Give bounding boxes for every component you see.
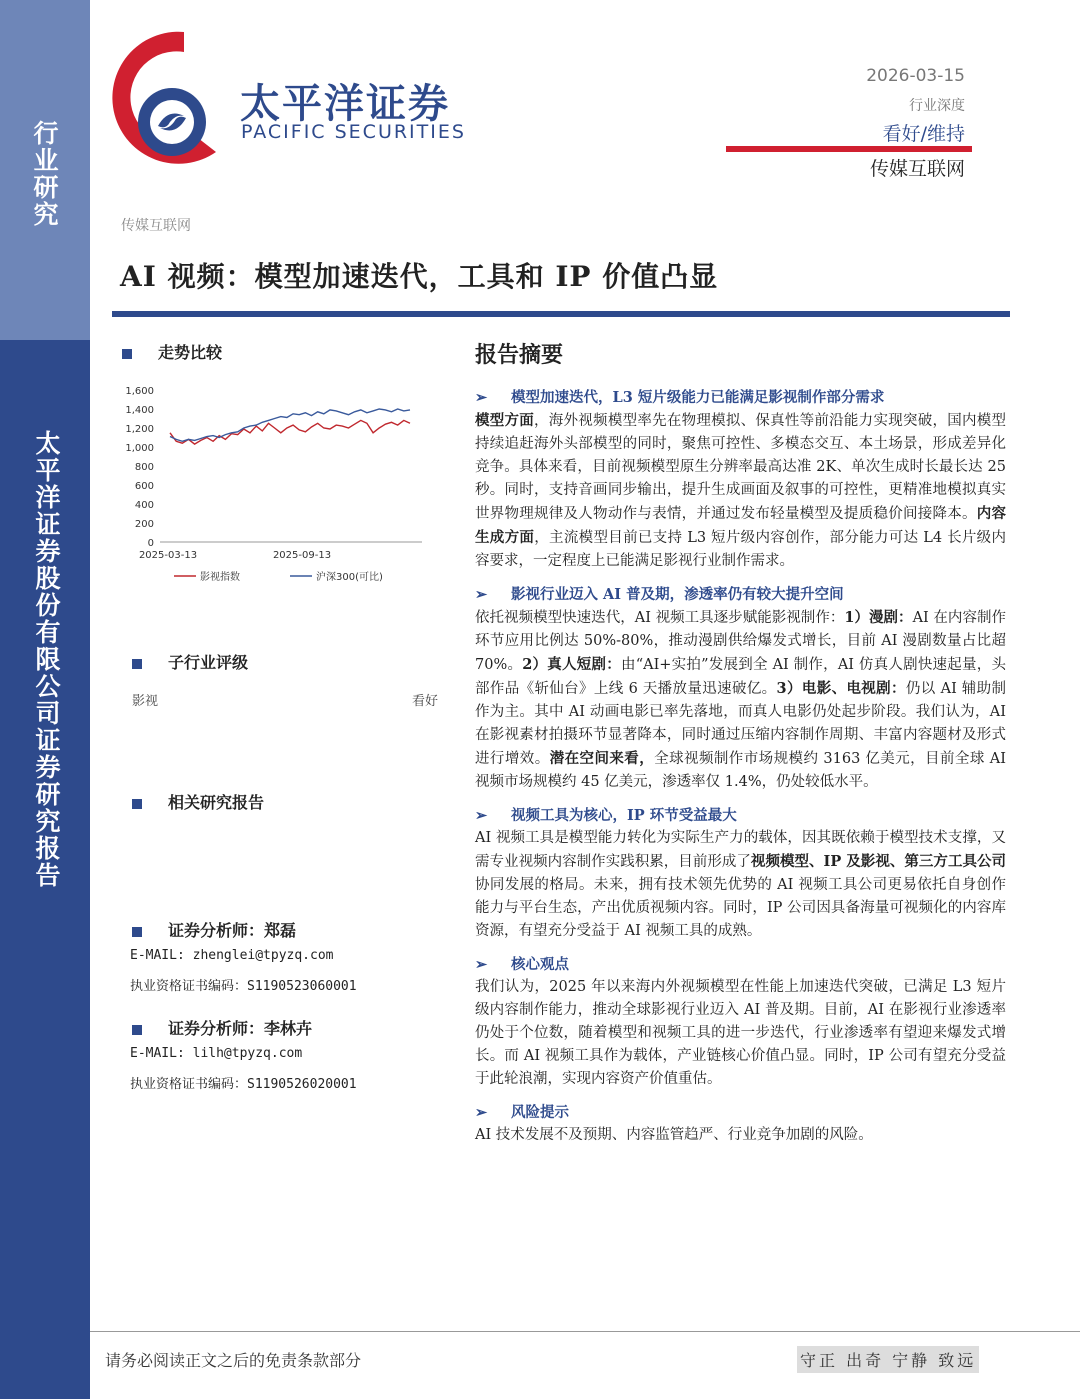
title-divider — [112, 311, 1010, 317]
y-tick-label: 1,600 — [125, 386, 154, 397]
analyst-2-heading: 证券分析师：李林卉 — [132, 1016, 312, 1039]
x-tick-label: 2025-09-13 — [272, 550, 332, 561]
footer-disclaimer: 请务必阅读正文之后的免责条款部分 — [105, 1351, 362, 1370]
y-tick-label: 0 — [147, 538, 154, 549]
section-1-text: 模型方面，海外视频模型率先在物理模拟、保真性等前沿能力实现突破，国内模型持续追赶海外头部模型的同时，聚焦可控性、多模态交互、本土场景，形成差异化竞争。具体来看，目前视频模型原生分辨率最高达准 2K、单次生成时长最长达 25 秒。同时，支持音画同步输出，提升生成画面及叙事的可控性，更精准地模拟真实世界物理规律及人物动作与表情，并通过发布轻量模型及提质稳价间接降本。内容生成方面，主流模型目前已支持 L3 短片级内容创作，部分能力可达 L4 长片级内容要求，一定程度上已能满足影视行业制作需求。 — [475, 412, 1007, 569]
brand-name-cn: 太平洋证券 — [240, 81, 450, 127]
section-4-heading: ➢ 核心观点 — [475, 953, 1006, 976]
sidebar-category: 行业研究 — [30, 120, 59, 228]
summary-heading: 报告摘要 — [475, 342, 564, 368]
trend-chart — [112, 378, 442, 588]
brand-name-en: PACIFIC SECURITIES — [241, 121, 466, 143]
sidebar — [0, 0, 90, 1399]
series-line-1 — [170, 420, 410, 444]
industry-label: 传媒互联网 — [121, 218, 191, 234]
section-2-heading: ➢ 影视行业迈入 AI 普及期，渗透率仍有较大提升空间 — [475, 583, 1006, 606]
y-tick-label: 1,200 — [125, 424, 154, 435]
footer-motto: 守正 出奇 宁静 致远 — [797, 1346, 979, 1373]
summary-body — [475, 380, 1006, 1157]
report-type: 行业深度 — [909, 98, 965, 114]
bullet-square-icon — [132, 799, 142, 809]
section-3-text: AI 视频工具是模型能力转化为实际生产力的载体，因其既依赖于模型技术支撑，又需专业视频内容制作实践积累，目前形成了视频模型、IP 及影视、第三方工具公司协同发展的格局。未来，拥有技术领先优势的 AI 视频工具公司更易依托自身创作能力与平台生态，产出优质视频内容。同时，IP 公司因具备海量可视频化的内容库资源，有望充分受益于 AI 视频工具的成熟。 — [475, 830, 1007, 939]
analyst-1-cert: 执业资格证书编码：S1190523060001 — [130, 979, 357, 994]
y-tick-label: 200 — [134, 519, 154, 530]
section-4-text: 我们认为，2025 年以来海内外视频模型在性能上加速迭代突破，已满足 L3 短片级内容制作能力，推动全球影视行业迈入 AI 普及期。目前，AI 在影视行业渗透率仍处于个位数，随着模型和视频工具的进一步迭代，行业渗透率有望迎来爆发式增长。而 AI 视频工具作为载体，产业链核心价值凸显。同时，IP 公司有望充分受益于此轮浪潮，实现内容资产价值重估。 — [475, 979, 1006, 1087]
analyst-2-email[interactable]: E-MAIL: lilh@tpyzq.com — [130, 1046, 303, 1061]
arrow-icon: ➢ — [475, 586, 488, 603]
y-tick-label: 600 — [134, 481, 154, 492]
sidebar-company: 太平洋证券股份有限公司证券研究报告 — [32, 430, 61, 889]
accent-line — [726, 146, 972, 152]
y-tick-label: 1,000 — [125, 443, 154, 454]
arrow-icon: ➢ — [475, 1104, 488, 1121]
analyst-2-cert: 执业资格证书编码：S1190526020001 — [130, 1077, 357, 1092]
analyst-1-email[interactable]: E-MAIL: zhenglei@tpyzq.com — [130, 948, 334, 963]
trend-heading: 走势比较 — [122, 340, 222, 363]
legend-label: 影视指数 — [200, 572, 240, 583]
industry-rating: 看好/维持 — [882, 123, 965, 145]
series-line-2 — [170, 409, 410, 441]
arrow-icon: ➢ — [475, 389, 488, 406]
section-3-heading: ➢ 视频工具为核心，IP 环节受益最大 — [475, 804, 1006, 827]
bullet-square-icon — [132, 1025, 142, 1035]
arrow-icon: ➢ — [475, 807, 488, 824]
section-2-text: 依托视频模型快速迭代，AI 视频工具逐步赋能影视制作：1）漫剧：AI 在内容制作环节应用比例达 50%-80%，推动漫剧供给爆发式增长，目前 AI 漫剧数量占比超 70%。2）真人短剧：由“AI+实拍”发展到全 AI 制作，AI 仿真人剧快速起量，头部作品《斩仙台》上线 6 天播放量迅速破亿。3）电影、电视剧：仍以 AI 辅助制作为主。其中 AI 动画电影已率先落地，而真人电影仍处起步阶段。我们认为，AI 在影视素材拍摄环节显著降本，同时通过压缩内容制作周期、丰富内容题材及形式进行增效。潜在空间来看，全球视频制作市场规模约 3163 亿美元，目前全球 AI 视频市场规模约 45 亿美元，渗透率仅 1.4%，仍处较低水平。 — [475, 609, 1007, 790]
sidebar-category-block — [0, 0, 90, 340]
related-heading: 相关研究报告 — [132, 790, 264, 813]
report-date: 2026-03-15 — [866, 66, 965, 86]
bullet-square-icon — [132, 659, 142, 669]
footer-divider — [90, 1331, 1080, 1332]
bullet-square-icon — [132, 927, 142, 937]
analyst-1-heading: 证券分析师：郑磊 — [132, 918, 296, 941]
bullet-square-icon — [122, 349, 132, 359]
y-tick-label: 1,400 — [125, 405, 154, 416]
sub-rating-segment: 影视 — [132, 694, 159, 709]
section-5-text: AI 技术发展不及预期、内容监管趋严、行业竞争加剧的风险。 — [475, 1127, 873, 1143]
y-tick-label: 800 — [134, 462, 154, 473]
arrow-icon: ➢ — [475, 956, 488, 973]
sub-rating-heading: 子行业评级 — [132, 650, 248, 673]
section-1-heading: ➢ 模型加速迭代，L3 短片级能力已能满足影视制作部分需求 — [475, 386, 1006, 409]
sub-rating-value: 看好 — [412, 694, 439, 709]
industry-name: 传媒互联网 — [869, 158, 965, 180]
y-tick-label: 400 — [134, 500, 154, 511]
x-tick-label: 2025-03-13 — [138, 550, 198, 561]
report-title: AI 视频：模型加速迭代，工具和 IP 价值凸显 — [120, 260, 719, 293]
legend-label: 沪深300(可比) — [316, 572, 383, 583]
company-logo — [110, 30, 230, 180]
section-5-heading: ➢ 风险提示 — [475, 1101, 1006, 1124]
